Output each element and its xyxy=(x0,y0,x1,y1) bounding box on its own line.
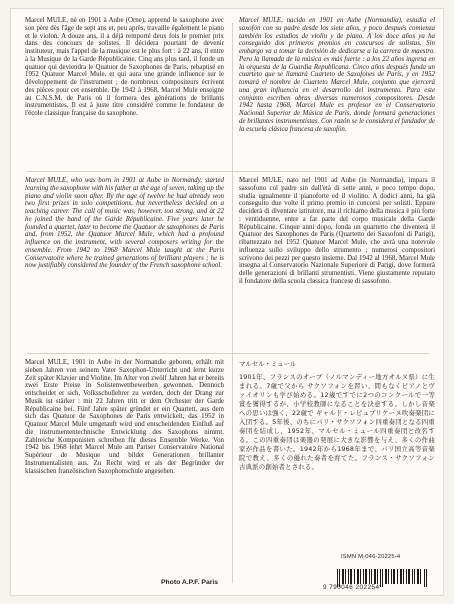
biography-japanese: 1901年、フランスのオーブ（ノルマンディー地方オルヌ県）に生まれる。7歳で父から サクソフォンを習い、間もなくピアノとヴァイオリンも学び始める。12歳ですでに2つのコンクールで一等賞を獲得するが、小学校教師になることを決意する。しかし音楽への思いは強く、22歳で ギャルド・レピュブリケーヌ吹奏楽団に入団する。5年後、のちにパリ・サクソフォン四重奏団となる四重奏団を結成し、1952年、マルセル・ミュール四重奏団と改名する。この四重奏団は楽器の発展に大きな影響を与え、多くの作曲家が作品を書いた。1942年から1968年まで、パリ国立高等音楽院で教え、多くの優れた奏者を育てた。フランス・サクソフォン古典派の創始者とされる。 xyxy=(239,373,435,471)
biography-italian: Marcel MULE, nato nel 1901 ad Aube (in Normandia), impara il sassofono col padre sin dall'età di sette anni, e poco tempo dopo, studia ugualmente il pianoforte ed il violino. A dodici anni, ha già conseguito due volte il primo premio in concorsi per solisti. Eppure deciderà di diventare istitutore, ma il richiamo della musica è più forte : ventiduenne, entre a far parte del corpo musicale della Garde Républicaine. Cinque anni dopo, fonda un quartetto che diventerà il Quatuor des Saxophones de Paris (Quartetto dei Sassofoni di Parigi), ribattezzato nel 1952 Quatuor Marcel Mule, che avrà una notevole influenza sullo sviluppo dello strumento ; numerosi compositori scrivono dei pezzi per questo insieme. Dal 1942 al 1968, Marcel Mule insegna al Conservatorio Nazionale Superiore di Parigi, dove formerà delle generazioni di brillanti strumentisti. Viene giustamente reputato il fondatore della scuola classica francese di sassofono. xyxy=(239,177,435,285)
barcode-digits: 9 790046 202254 xyxy=(323,584,380,591)
column-divider xyxy=(232,23,233,583)
ismn-number: ISMN M-046-20225-4 xyxy=(341,554,401,560)
japanese-title: マルセル・ミュール xyxy=(239,360,297,368)
biography-french: Marcel MULE, né en 1901 à Aube (Orne), apprend le saxophone avec son père dès l'âge de sept ans et, peu après, travaille également le piano et le violon. A douze ans, il a déjà remporté deux fois le premier prix dans des concours de solistes. Il décidera pourtant de devenir instituteur, mais l'appel de la musique est le plus fort : à 22 ans, il entre à la Musique de la Garde Républicaine. Cinq ans plus tard, il fonde un quatuor qui deviendra le Quatuor de Saxophones de Paris, rebaptisé en 1952 Quatuor Marcel Mule, et qui aura une grande influence sur le développement de l'instrument ; de nombreux compositeurs écrivent des pièces pour cet ensemble. De 1942 à 1968, Marcel Mule enseigne au C.N.S.M. de Paris où il formera des générations de brillants instrumentistes. Il est à juste titre considéré comme le fondateur de l'école classique française du saxophone. xyxy=(25,17,224,117)
photo-credit: Photo A.P.F. Paris xyxy=(161,579,219,586)
biography-german: Marcel MULE, 1901 in Aube in der Normandie geboren, erhält mit sieben Jahren von seinem Vater Saxophon-Unterricht und lernt kurze Zeit später Klavier und Violine. Im Alter von zwölf Jahren hat er bereits zwei Erste Preise in Solistenwettbewerben gewonnen. Dennoch entscheidet er sich, Volksschullehrer zu werden, doch der Drang zur Musik ist stärker : mit 22 Jahren tritt er dem Orchester der Garde Républicaine bei. Fünf Jahre später gründet er ein Quartett, aus dem sich das Quatuor de Saxophones de Paris entwickelt, das 1952 in Quatuor Marcel Mule umgetauft wird und entscheidenden Einfluß auf die instrumententechnische Entwicklung des Saxophons nimmt. Zahlreiche Komponisten schreiben für dieses Ensemble Werke. Von 1942 bis 1968 lehrt Marcel Mule am Pariser Conservatoire National Supérieur de Musique und bildet Generationen brillanter Instrumentalisten aus. Zu Recht wird er als der Begründer der klassischen französischen Saxophonschule angesehen. xyxy=(25,359,224,475)
row-divider-1 xyxy=(27,171,429,172)
liner-notes-page xyxy=(10,8,444,596)
row-divider-2 xyxy=(27,353,429,354)
biography-spanish: Marcel MULE, nacido en 1901 en Aube (Normandía), estudia el saxofón con su padre desde los siete años, y poco después comienza también los estudios de violín y de piano. A los doce años ya ha conseguido dos primeros premios en concursos de solistas. Sin embargo va a tomar la decisión de dedicarse a la carrera de maestro. Pero la llamada de la música es más fuerte : a los 22 años ingresa en la orquesta de la Guardia Republicana. Cinco años después funda un cuarteto que se llamará Cuarteto de Saxofones de París, y en 1952 tomará el nombre de Cuarteto Marcel Mule, conjunto que ejercerá una gran influencia en el desarrollo del instrumento. Para este conjunto escriben obras diversas numerosos compositores. Desde 1942 hasta 1968, Marcel Mule es profesor en el Conservatorio Nacional Superior de Música de París, donde formará generaciones de brillantes instrumentistas. Con razón se le considera el fundador de la escuela clásica francesa de saxofón. xyxy=(239,17,435,133)
biography-english: Marcel MULE, who was born in 1901 at Aube in Normandy, started learning the saxophone with his father at the age of seven, taking up the piano and violin soon after. By the age of twelve he had already won two first prizes in solo competitions, but nevertheless decided on a teaching career. The call of music was, however, too strong, and at 22 he joined the band of the Garde Républicaine. Five years later he founded a quartet, later to become the Quatuor de saxophones de Paris and, from 1952, the Quatuor Marcel Mule, which had a profound influence on the instrument, with several composers writing for the ensemble. From 1942 to 1968 Marcel Mule taught at the Paris Conservatoire where he trained generations of brilliant players ; he is now justifiably considered the founder of the French saxophone school. xyxy=(25,177,224,270)
